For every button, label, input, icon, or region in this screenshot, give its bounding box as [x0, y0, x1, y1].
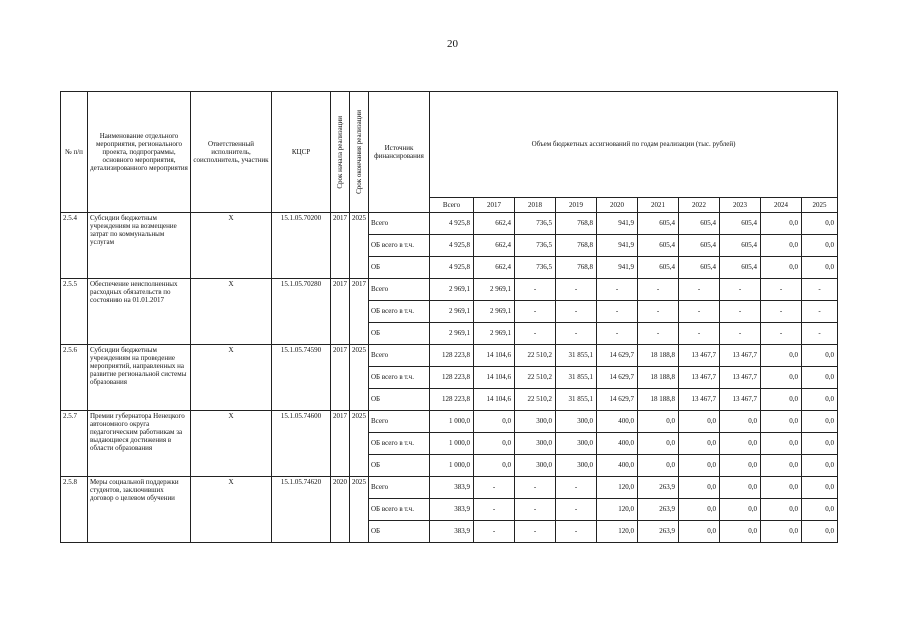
value-cell: 1 000,0 — [430, 433, 474, 455]
value-cell: 0,0 — [761, 235, 802, 257]
row-number: 2.5.8 — [61, 477, 88, 543]
value-cell: 300,0 — [556, 411, 597, 433]
value-cell: 400,0 — [597, 433, 638, 455]
value-cell: - — [720, 301, 761, 323]
value-cell: - — [679, 301, 720, 323]
value-cell: 0,0 — [802, 257, 838, 279]
value-cell: 605,4 — [720, 257, 761, 279]
value-cell: 18 188,8 — [638, 367, 679, 389]
value-cell: 128 223,8 — [430, 345, 474, 367]
value-cell: - — [515, 477, 556, 499]
row-source: ОБ всего в т.ч. — [369, 301, 430, 323]
value-cell: 1 000,0 — [430, 411, 474, 433]
year-header: 2025 — [802, 198, 838, 213]
value-cell: 383,9 — [430, 521, 474, 543]
value-cell: 768,8 — [556, 235, 597, 257]
row-source: Всего — [369, 213, 430, 235]
value-cell: - — [515, 301, 556, 323]
row-kcsr: 15.1.05.74590 — [272, 345, 331, 411]
value-cell: 14 104,6 — [474, 389, 515, 411]
row-start: 2017 — [331, 345, 350, 411]
value-cell: 0,0 — [802, 235, 838, 257]
year-header: 2018 — [515, 198, 556, 213]
value-cell: 13 467,7 — [720, 345, 761, 367]
value-cell: - — [597, 279, 638, 301]
value-cell: 0,0 — [802, 477, 838, 499]
row-source: ОБ — [369, 389, 430, 411]
value-cell: - — [638, 323, 679, 345]
value-cell: 0,0 — [638, 433, 679, 455]
header-start — [331, 92, 350, 213]
value-cell: 605,4 — [720, 235, 761, 257]
row-end: 2017 — [350, 279, 369, 345]
row-source: ОБ всего в т.ч. — [369, 367, 430, 389]
row-kcsr: 15.1.05.74620 — [272, 477, 331, 543]
value-cell: 0,0 — [802, 521, 838, 543]
row-start: 2020 — [331, 477, 350, 543]
value-cell: 263,9 — [638, 499, 679, 521]
value-cell: 0,0 — [761, 433, 802, 455]
value-cell: 662,4 — [474, 257, 515, 279]
value-cell: 120,0 — [597, 499, 638, 521]
row-source: ОБ — [369, 323, 430, 345]
value-cell: 0,0 — [720, 433, 761, 455]
value-cell: 31 855,1 — [556, 389, 597, 411]
value-cell: 605,4 — [720, 213, 761, 235]
year-header: 2023 — [720, 198, 761, 213]
budget-table — [60, 91, 838, 543]
value-cell: 0,0 — [679, 477, 720, 499]
year-header: 2019 — [556, 198, 597, 213]
value-cell: 4 925,8 — [430, 213, 474, 235]
value-cell: 0,0 — [679, 455, 720, 477]
value-cell: - — [556, 477, 597, 499]
value-cell: 300,0 — [556, 455, 597, 477]
value-cell: 14 629,7 — [597, 367, 638, 389]
value-cell: 18 188,8 — [638, 389, 679, 411]
value-cell: 14 104,6 — [474, 345, 515, 367]
row-name: Премии губернатора Ненецкого автономного округа педагогическим работникам за выдающиеся достижения в области образования — [88, 411, 191, 477]
value-cell: - — [802, 301, 838, 323]
row-name: Субсидии бюджетным учреждениям на проведение мероприятий, направленных на развитие региональной системы образования — [88, 345, 191, 411]
row-start: 2017 — [331, 279, 350, 345]
table-header — [61, 92, 838, 213]
year-header: 2017 — [474, 198, 515, 213]
row-executor: X — [191, 213, 272, 279]
row-source: ОБ — [369, 257, 430, 279]
row-kcsr: 15.1.05.74600 — [272, 411, 331, 477]
header-end — [350, 92, 369, 213]
value-cell: 4 925,8 — [430, 235, 474, 257]
value-cell: 4 925,8 — [430, 257, 474, 279]
value-cell: 13 467,7 — [720, 367, 761, 389]
value-cell: - — [720, 279, 761, 301]
value-cell: 0,0 — [638, 411, 679, 433]
value-cell: 736,5 — [515, 213, 556, 235]
row-end: 2025 — [350, 411, 369, 477]
value-cell: 0,0 — [802, 345, 838, 367]
value-cell: 383,9 — [430, 477, 474, 499]
row-source: ОБ всего в т.ч. — [369, 433, 430, 455]
value-cell: 2 969,1 — [474, 279, 515, 301]
value-cell: 0,0 — [720, 499, 761, 521]
value-cell: 14 104,6 — [474, 367, 515, 389]
header-kcsr: КЦСР — [272, 92, 331, 213]
row-end: 2025 — [350, 477, 369, 543]
value-cell: 0,0 — [679, 499, 720, 521]
value-cell: 22 510,2 — [515, 345, 556, 367]
row-kcsr: 15.1.05.70200 — [272, 213, 331, 279]
value-cell: - — [556, 499, 597, 521]
value-cell: 128 223,8 — [430, 389, 474, 411]
value-cell: 13 467,7 — [679, 345, 720, 367]
value-cell: 120,0 — [597, 477, 638, 499]
header-volume: Объем бюджетных ассигнований по годам реализации (тыс. рублей) — [430, 92, 838, 198]
value-cell: 300,0 — [556, 433, 597, 455]
value-cell: 736,5 — [515, 257, 556, 279]
value-cell: - — [761, 301, 802, 323]
value-cell: 263,9 — [638, 477, 679, 499]
value-cell: 0,0 — [679, 411, 720, 433]
value-cell: 605,4 — [638, 257, 679, 279]
value-cell: 0,0 — [761, 345, 802, 367]
value-cell: 14 629,7 — [597, 389, 638, 411]
value-cell: 0,0 — [720, 411, 761, 433]
row-executor: X — [191, 477, 272, 543]
row-source: Всего — [369, 411, 430, 433]
value-cell: 0,0 — [802, 367, 838, 389]
row-number: 2.5.4 — [61, 213, 88, 279]
row-executor: X — [191, 279, 272, 345]
value-cell: - — [556, 279, 597, 301]
value-cell: 0,0 — [802, 433, 838, 455]
value-cell: 0,0 — [761, 367, 802, 389]
value-cell: 941,9 — [597, 257, 638, 279]
value-cell: - — [474, 499, 515, 521]
value-cell: - — [679, 279, 720, 301]
value-cell: 22 510,2 — [515, 389, 556, 411]
value-cell: - — [597, 301, 638, 323]
value-cell: 31 855,1 — [556, 367, 597, 389]
value-cell: 13 467,7 — [679, 389, 720, 411]
row-start: 2017 — [331, 411, 350, 477]
row-name: Меры социальной поддержки студентов, заключивших договор о целевом обучении — [88, 477, 191, 543]
value-cell: 2 969,1 — [430, 323, 474, 345]
value-cell: 0,0 — [720, 477, 761, 499]
value-cell: 0,0 — [802, 411, 838, 433]
row-source: ОБ — [369, 455, 430, 477]
value-cell: - — [556, 323, 597, 345]
row-name: Обеспечение неисполненных расходных обязательств по состоянию на 01.01.2017 — [88, 279, 191, 345]
value-cell: 605,4 — [638, 213, 679, 235]
value-cell: 605,4 — [638, 235, 679, 257]
value-cell: 605,4 — [679, 235, 720, 257]
value-cell: 31 855,1 — [556, 345, 597, 367]
header-name: Наименование отдельного мероприятия, регионального проекта, подпрограммы, основного мероприятия, детализированного мероприятия — [88, 92, 191, 213]
year-header: 2024 — [761, 198, 802, 213]
year-header: 2022 — [679, 198, 720, 213]
value-cell: 605,4 — [679, 257, 720, 279]
value-cell: 2 969,1 — [474, 323, 515, 345]
value-cell: 662,4 — [474, 213, 515, 235]
value-cell: - — [761, 323, 802, 345]
value-cell: 383,9 — [430, 499, 474, 521]
value-cell: 2 969,1 — [474, 301, 515, 323]
value-cell: 0,0 — [474, 411, 515, 433]
row-kcsr: 15.1.05.70280 — [272, 279, 331, 345]
value-cell: - — [638, 301, 679, 323]
value-cell: 0,0 — [802, 499, 838, 521]
value-cell: 0,0 — [761, 521, 802, 543]
value-cell: 768,8 — [556, 213, 597, 235]
table-row — [61, 213, 838, 235]
value-cell: 128 223,8 — [430, 367, 474, 389]
row-number: 2.5.6 — [61, 345, 88, 411]
value-cell: - — [597, 323, 638, 345]
value-cell: 2 969,1 — [430, 301, 474, 323]
row-source: ОБ всего в т.ч. — [369, 499, 430, 521]
value-cell: 768,8 — [556, 257, 597, 279]
value-cell: 0,0 — [802, 213, 838, 235]
value-cell: 0,0 — [638, 455, 679, 477]
value-cell: - — [802, 323, 838, 345]
table-row — [61, 345, 838, 367]
value-cell: 941,9 — [597, 235, 638, 257]
row-executor: X — [191, 345, 272, 411]
header-source: Источник финансирования — [369, 92, 430, 213]
header-executor: Ответственный исполнитель, соисполнитель, участник — [191, 92, 272, 213]
value-cell: 120,0 — [597, 521, 638, 543]
value-cell: - — [761, 279, 802, 301]
row-source: ОБ всего в т.ч. — [369, 235, 430, 257]
year-header: 2021 — [638, 198, 679, 213]
value-cell: 13 467,7 — [679, 367, 720, 389]
table-row — [61, 411, 838, 433]
row-number: 2.5.5 — [61, 279, 88, 345]
value-cell: 662,4 — [474, 235, 515, 257]
header-end-label: Срок окончания реализации — [354, 110, 363, 194]
row-number: 2.5.7 — [61, 411, 88, 477]
value-cell: 0,0 — [761, 213, 802, 235]
value-cell: 400,0 — [597, 455, 638, 477]
value-cell: 300,0 — [515, 455, 556, 477]
value-cell: - — [802, 279, 838, 301]
value-cell: 0,0 — [761, 455, 802, 477]
table-row — [61, 477, 838, 499]
value-cell: 0,0 — [679, 521, 720, 543]
value-cell: 2 969,1 — [430, 279, 474, 301]
value-cell: 605,4 — [679, 213, 720, 235]
value-cell: 0,0 — [761, 411, 802, 433]
value-cell: 0,0 — [474, 455, 515, 477]
year-header: 2020 — [597, 198, 638, 213]
value-cell: 0,0 — [679, 433, 720, 455]
row-source: Всего — [369, 345, 430, 367]
value-cell: 18 188,8 — [638, 345, 679, 367]
row-end: 2025 — [350, 345, 369, 411]
row-end: 2025 — [350, 213, 369, 279]
value-cell: 0,0 — [720, 521, 761, 543]
value-cell: 14 629,7 — [597, 345, 638, 367]
value-cell: - — [556, 301, 597, 323]
page-number: 20 — [447, 38, 458, 50]
value-cell: 300,0 — [515, 433, 556, 455]
row-source: Всего — [369, 279, 430, 301]
header-num: № п/п — [61, 92, 88, 213]
value-cell: 941,9 — [597, 213, 638, 235]
value-cell: 0,0 — [761, 499, 802, 521]
value-cell: - — [720, 323, 761, 345]
header-start-label: Срок начала реализации — [335, 115, 344, 189]
value-cell: 400,0 — [597, 411, 638, 433]
value-cell: 0,0 — [802, 455, 838, 477]
value-cell: - — [638, 279, 679, 301]
value-cell: - — [679, 323, 720, 345]
value-cell: 13 467,7 — [720, 389, 761, 411]
value-cell: - — [474, 477, 515, 499]
table-row — [61, 279, 838, 301]
year-header: Всего — [430, 198, 474, 213]
value-cell: 22 510,2 — [515, 367, 556, 389]
row-name: Субсидии бюджетным учреждениям на возмещение затрат по коммунальным услугам — [88, 213, 191, 279]
value-cell: - — [515, 323, 556, 345]
value-cell: 0,0 — [761, 477, 802, 499]
value-cell: - — [515, 279, 556, 301]
value-cell: 0,0 — [474, 433, 515, 455]
value-cell: 300,0 — [515, 411, 556, 433]
value-cell: 0,0 — [802, 389, 838, 411]
table-body — [61, 213, 838, 543]
row-start: 2017 — [331, 213, 350, 279]
row-source: ОБ — [369, 521, 430, 543]
value-cell: - — [515, 499, 556, 521]
value-cell: - — [474, 521, 515, 543]
value-cell: 0,0 — [761, 257, 802, 279]
value-cell: 0,0 — [761, 389, 802, 411]
value-cell: - — [556, 521, 597, 543]
value-cell: 1 000,0 — [430, 455, 474, 477]
value-cell: 0,0 — [720, 455, 761, 477]
row-executor: X — [191, 411, 272, 477]
value-cell: 263,9 — [638, 521, 679, 543]
value-cell: - — [515, 521, 556, 543]
row-source: Всего — [369, 477, 430, 499]
value-cell: 736,5 — [515, 235, 556, 257]
